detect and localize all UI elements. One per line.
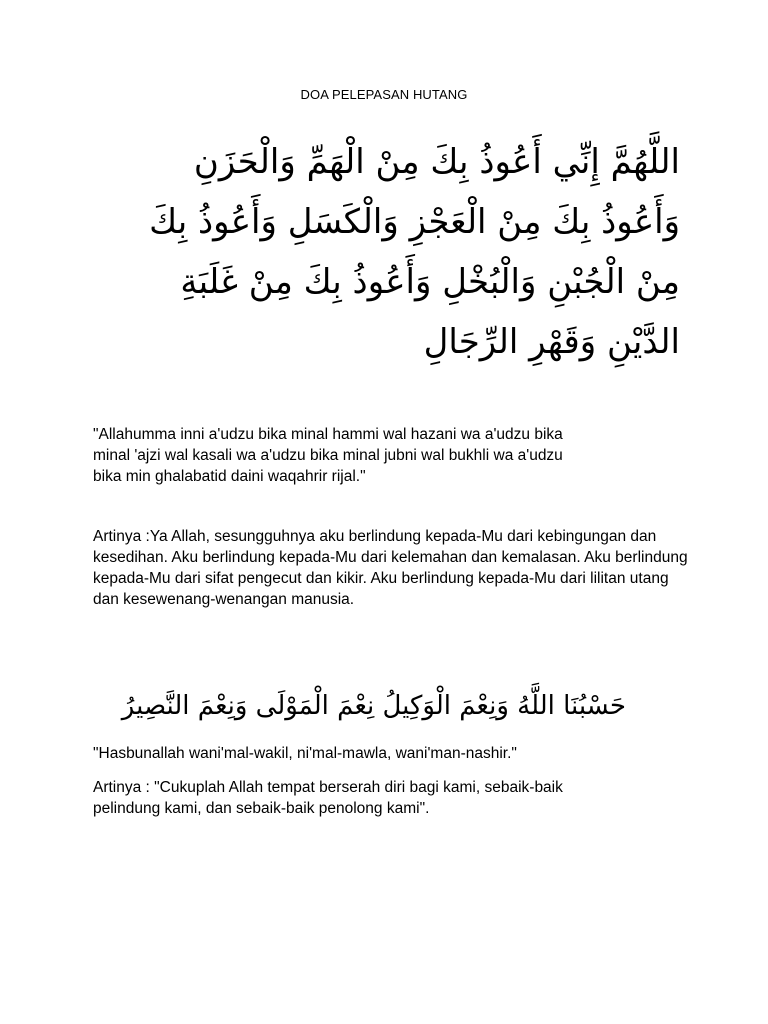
meaning-2: Artinya : "Cukuplah Allah tempat berserah diri bagi kami, sebaik-baik pelindung kami, dan sebaik-baik penolong kami". <box>93 779 563 817</box>
transliteration-1: "Allahumma inni a'udzu bika minal hammi wal hazani wa a'udzu bika minal 'ajzi wal kasali wa a'udzu bika minal jubni wal bukhli wa a'udzu bika min ghalabatid daini waqahrir rijal." <box>93 426 563 485</box>
arabic-prayer-2: حَسْبُنَا اللَّهُ وَنِعْمَ الْوَكِيلُ نِعْمَ الْمَوْلَى وَنِعْمَ النَّصِيرُ <box>121 691 626 721</box>
document-title: DOA PELEPASAN HUTANG <box>300 87 468 102</box>
arabic-prayer-1 <box>96 132 680 372</box>
transliteration-2: "Hasbunallah wani'mal-wakil, ni'mal-mawla, wani'man-nashir." <box>93 745 517 762</box>
arabic-line-3: مِنْ الْجُبْنِ وَالْبُخْلِ وَأَعُوذُ بِكَ مِنْ غَلَبَةِ <box>180 262 680 302</box>
meaning-1: Artinya :Ya Allah, sesungguhnya aku berlindung kepada-Mu dari kebingungan dan kesedihan. Aku berlindung kepada-Mu dari kelemahan dan kemalasan. Aku berlindung kepada-Mu dari sifat pengecut dan kikir. Aku berlindung kepada-Mu dari lilitan utang dan kesewenang-wenangan manusia. <box>93 528 688 608</box>
arabic-line-2: وَأَعُوذُ بِكَ مِنْ الْعَجْزِ وَالْكَسَلِ وَأَعُوذُ بِكَ <box>149 202 680 242</box>
arabic-line-4: الدَّيْنِ وَقَهْرِ الرِّجَالِ <box>423 322 680 362</box>
arabic-line-1: اللَّهُمَّ إِنِّي أَعُوذُ بِكَ مِنْ الْهَمِّ وَالْحَزَنِ <box>193 142 680 182</box>
